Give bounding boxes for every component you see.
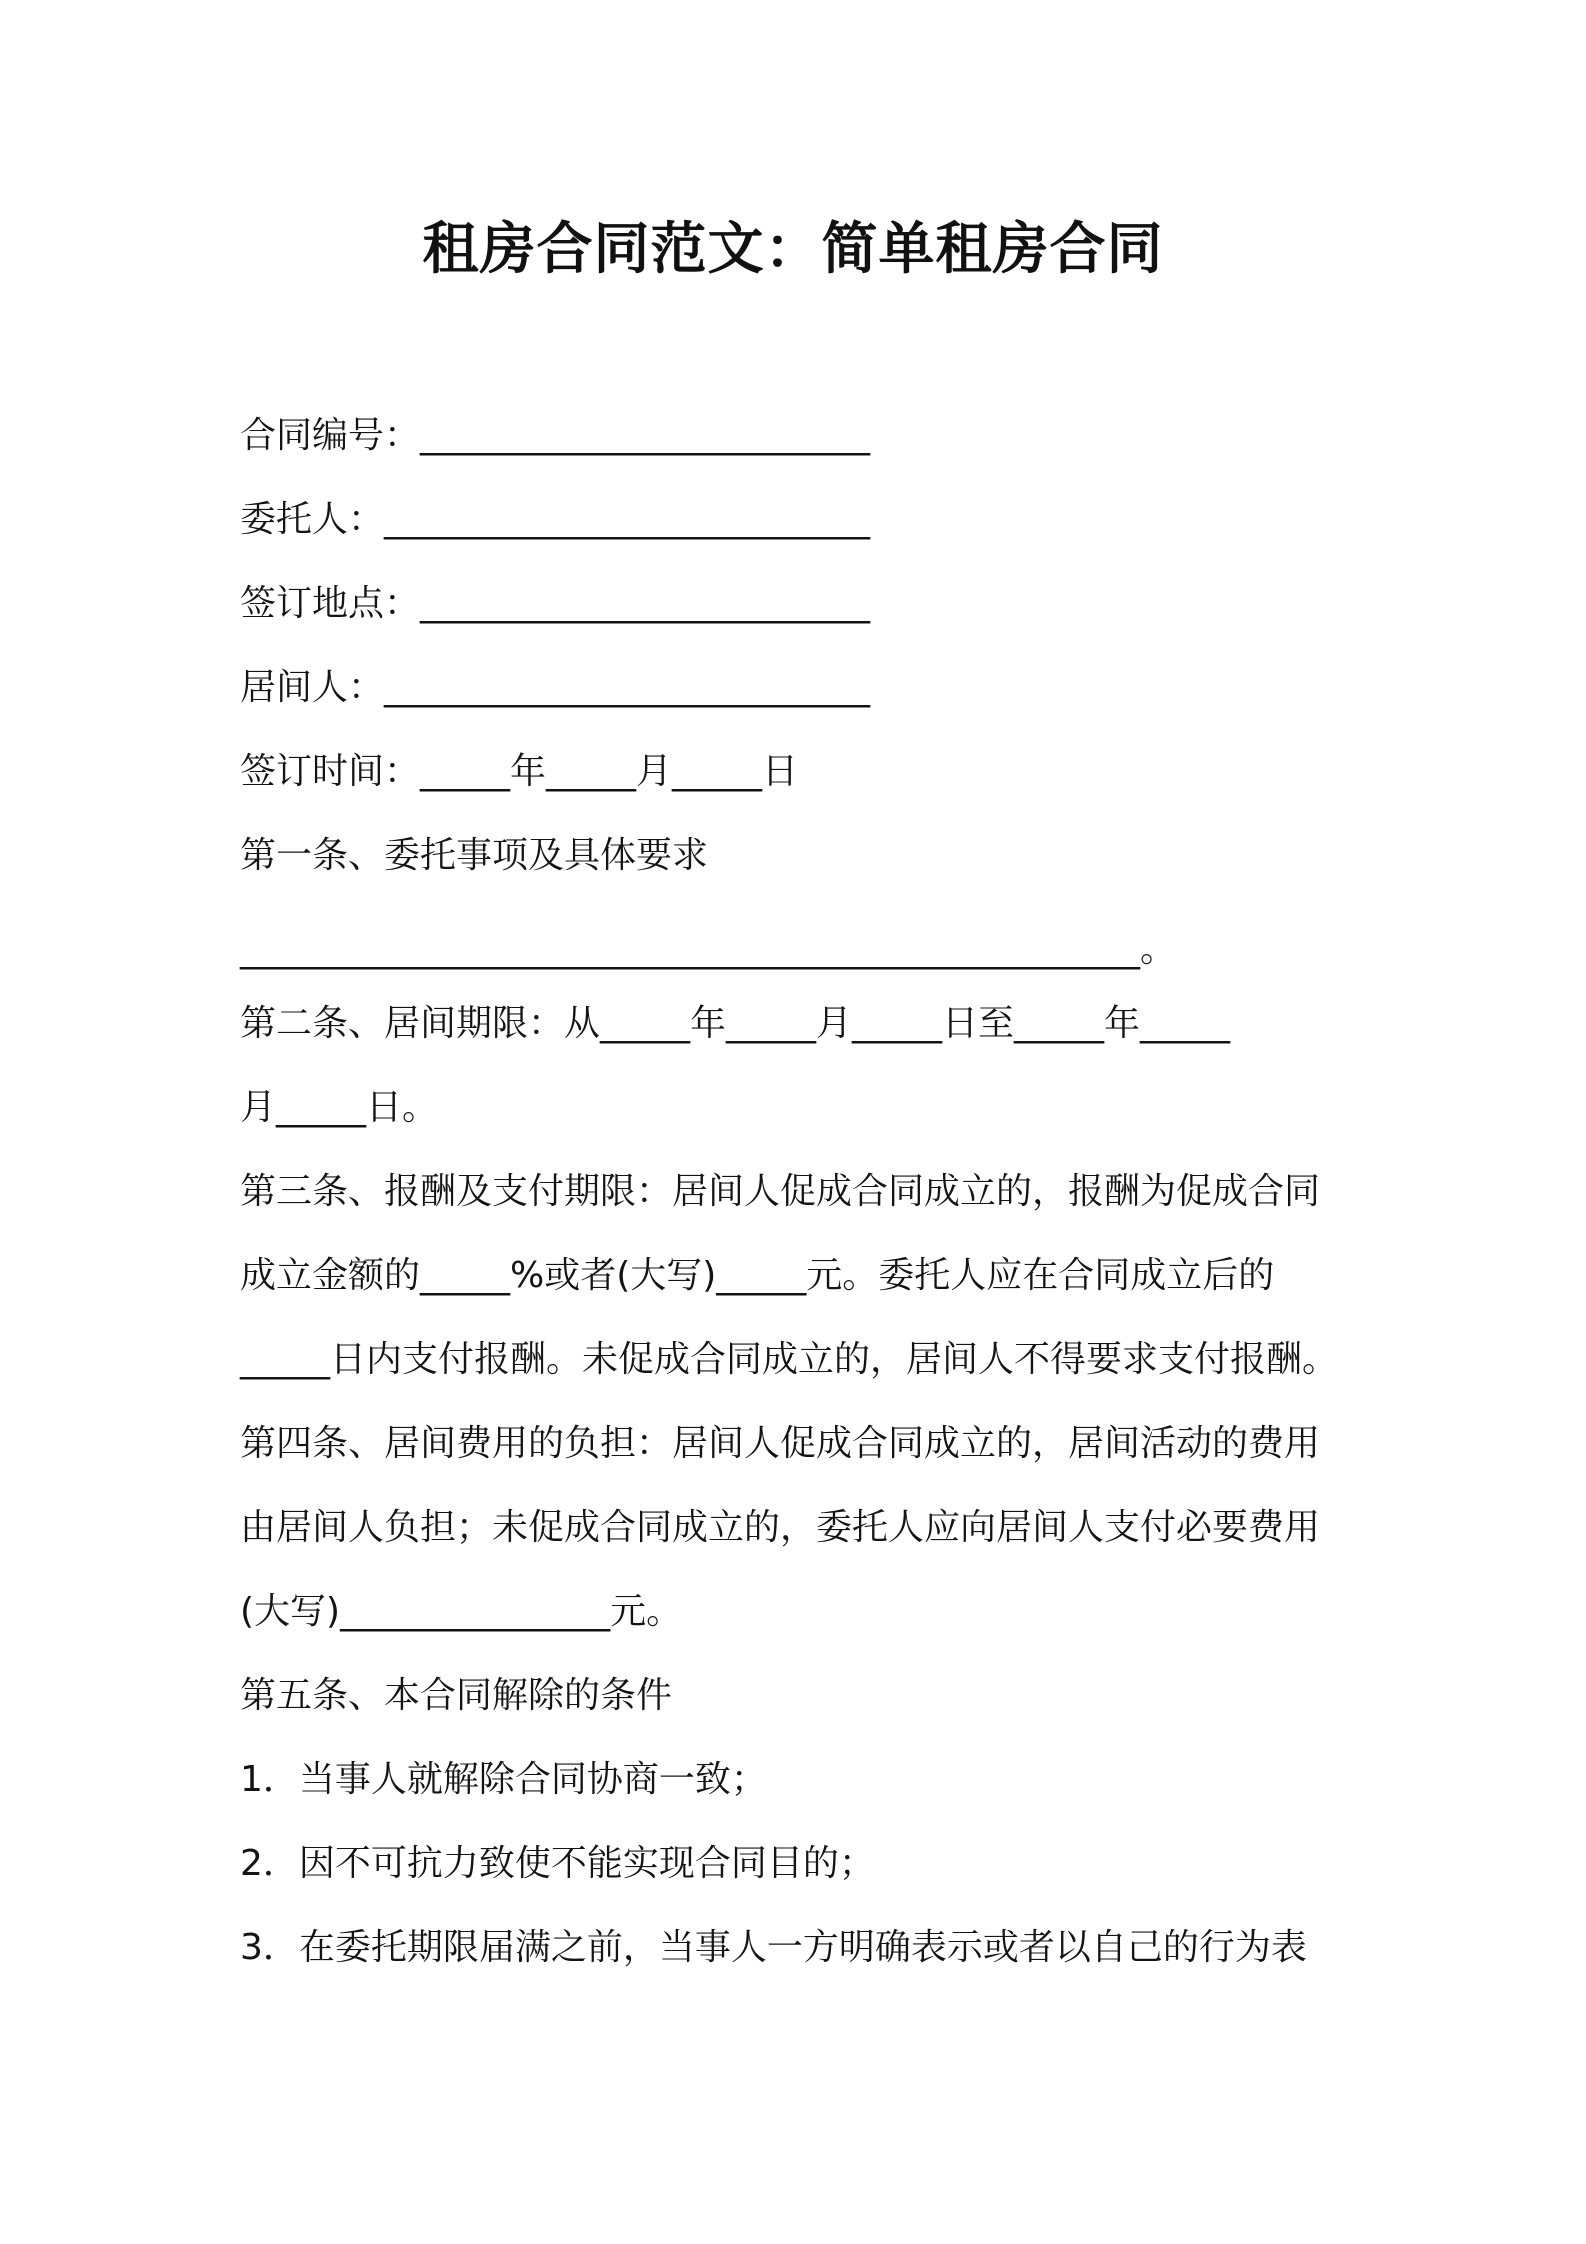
article-1-heading: 第一条、委托事项及具体要求 [240, 835, 709, 876]
signing-place-line: 签订地点：_________________________ [240, 583, 871, 624]
article-4-line-1: 第四条、居间费用的负担：居间人促成合同成立的，居间活动的费用 [240, 1423, 1321, 1464]
intermediary-line: 居间人：___________________________ [240, 667, 871, 708]
document-title: 租房合同范文：简单租房合同 [422, 217, 1164, 282]
article-5-heading: 第五条、本合同解除的条件 [240, 1675, 673, 1716]
contract-number-line: 合同编号：_________________________ [240, 415, 871, 456]
article-2-line-2: 月_____日。 [240, 1087, 439, 1128]
article-1-blank-line: __________________________________________________。 [240, 929, 1176, 970]
article-5-item-2: 2．因不可抗力致使不能实现合同目的； [240, 1843, 875, 1884]
article-4-line-2: 由居间人负担；未促成合同成立的，委托人应向居间人支付必要费用 [240, 1507, 1321, 1548]
article-4-line-3: (大写)_______________元。 [240, 1591, 683, 1632]
client-line: 委托人：___________________________ [240, 499, 871, 540]
article-3-line-3: _____日内支付报酬。未促成合同成立的，居间人不得要求支付报酬。 [240, 1339, 1339, 1380]
article-3-line-2: 成立金额的_____%或者(大写)_____元。委托人应在合同成立后的 [240, 1255, 1275, 1296]
article-5-item-1: 1．当事人就解除合同协商一致； [240, 1759, 767, 1800]
article-3-line-1: 第三条、报酬及支付期限：居间人促成合同成立的，报酬为促成合同 [240, 1171, 1321, 1212]
article-2-line-1: 第二条、居间期限：从_____年_____月_____日至_____年_____ [240, 1003, 1231, 1044]
article-5-item-3: 3．在委托期限届满之前，当事人一方明确表示或者以自己的行为表 [240, 1927, 1307, 1968]
signing-date-line: 签订时间：_____年_____月_____日 [240, 751, 799, 792]
